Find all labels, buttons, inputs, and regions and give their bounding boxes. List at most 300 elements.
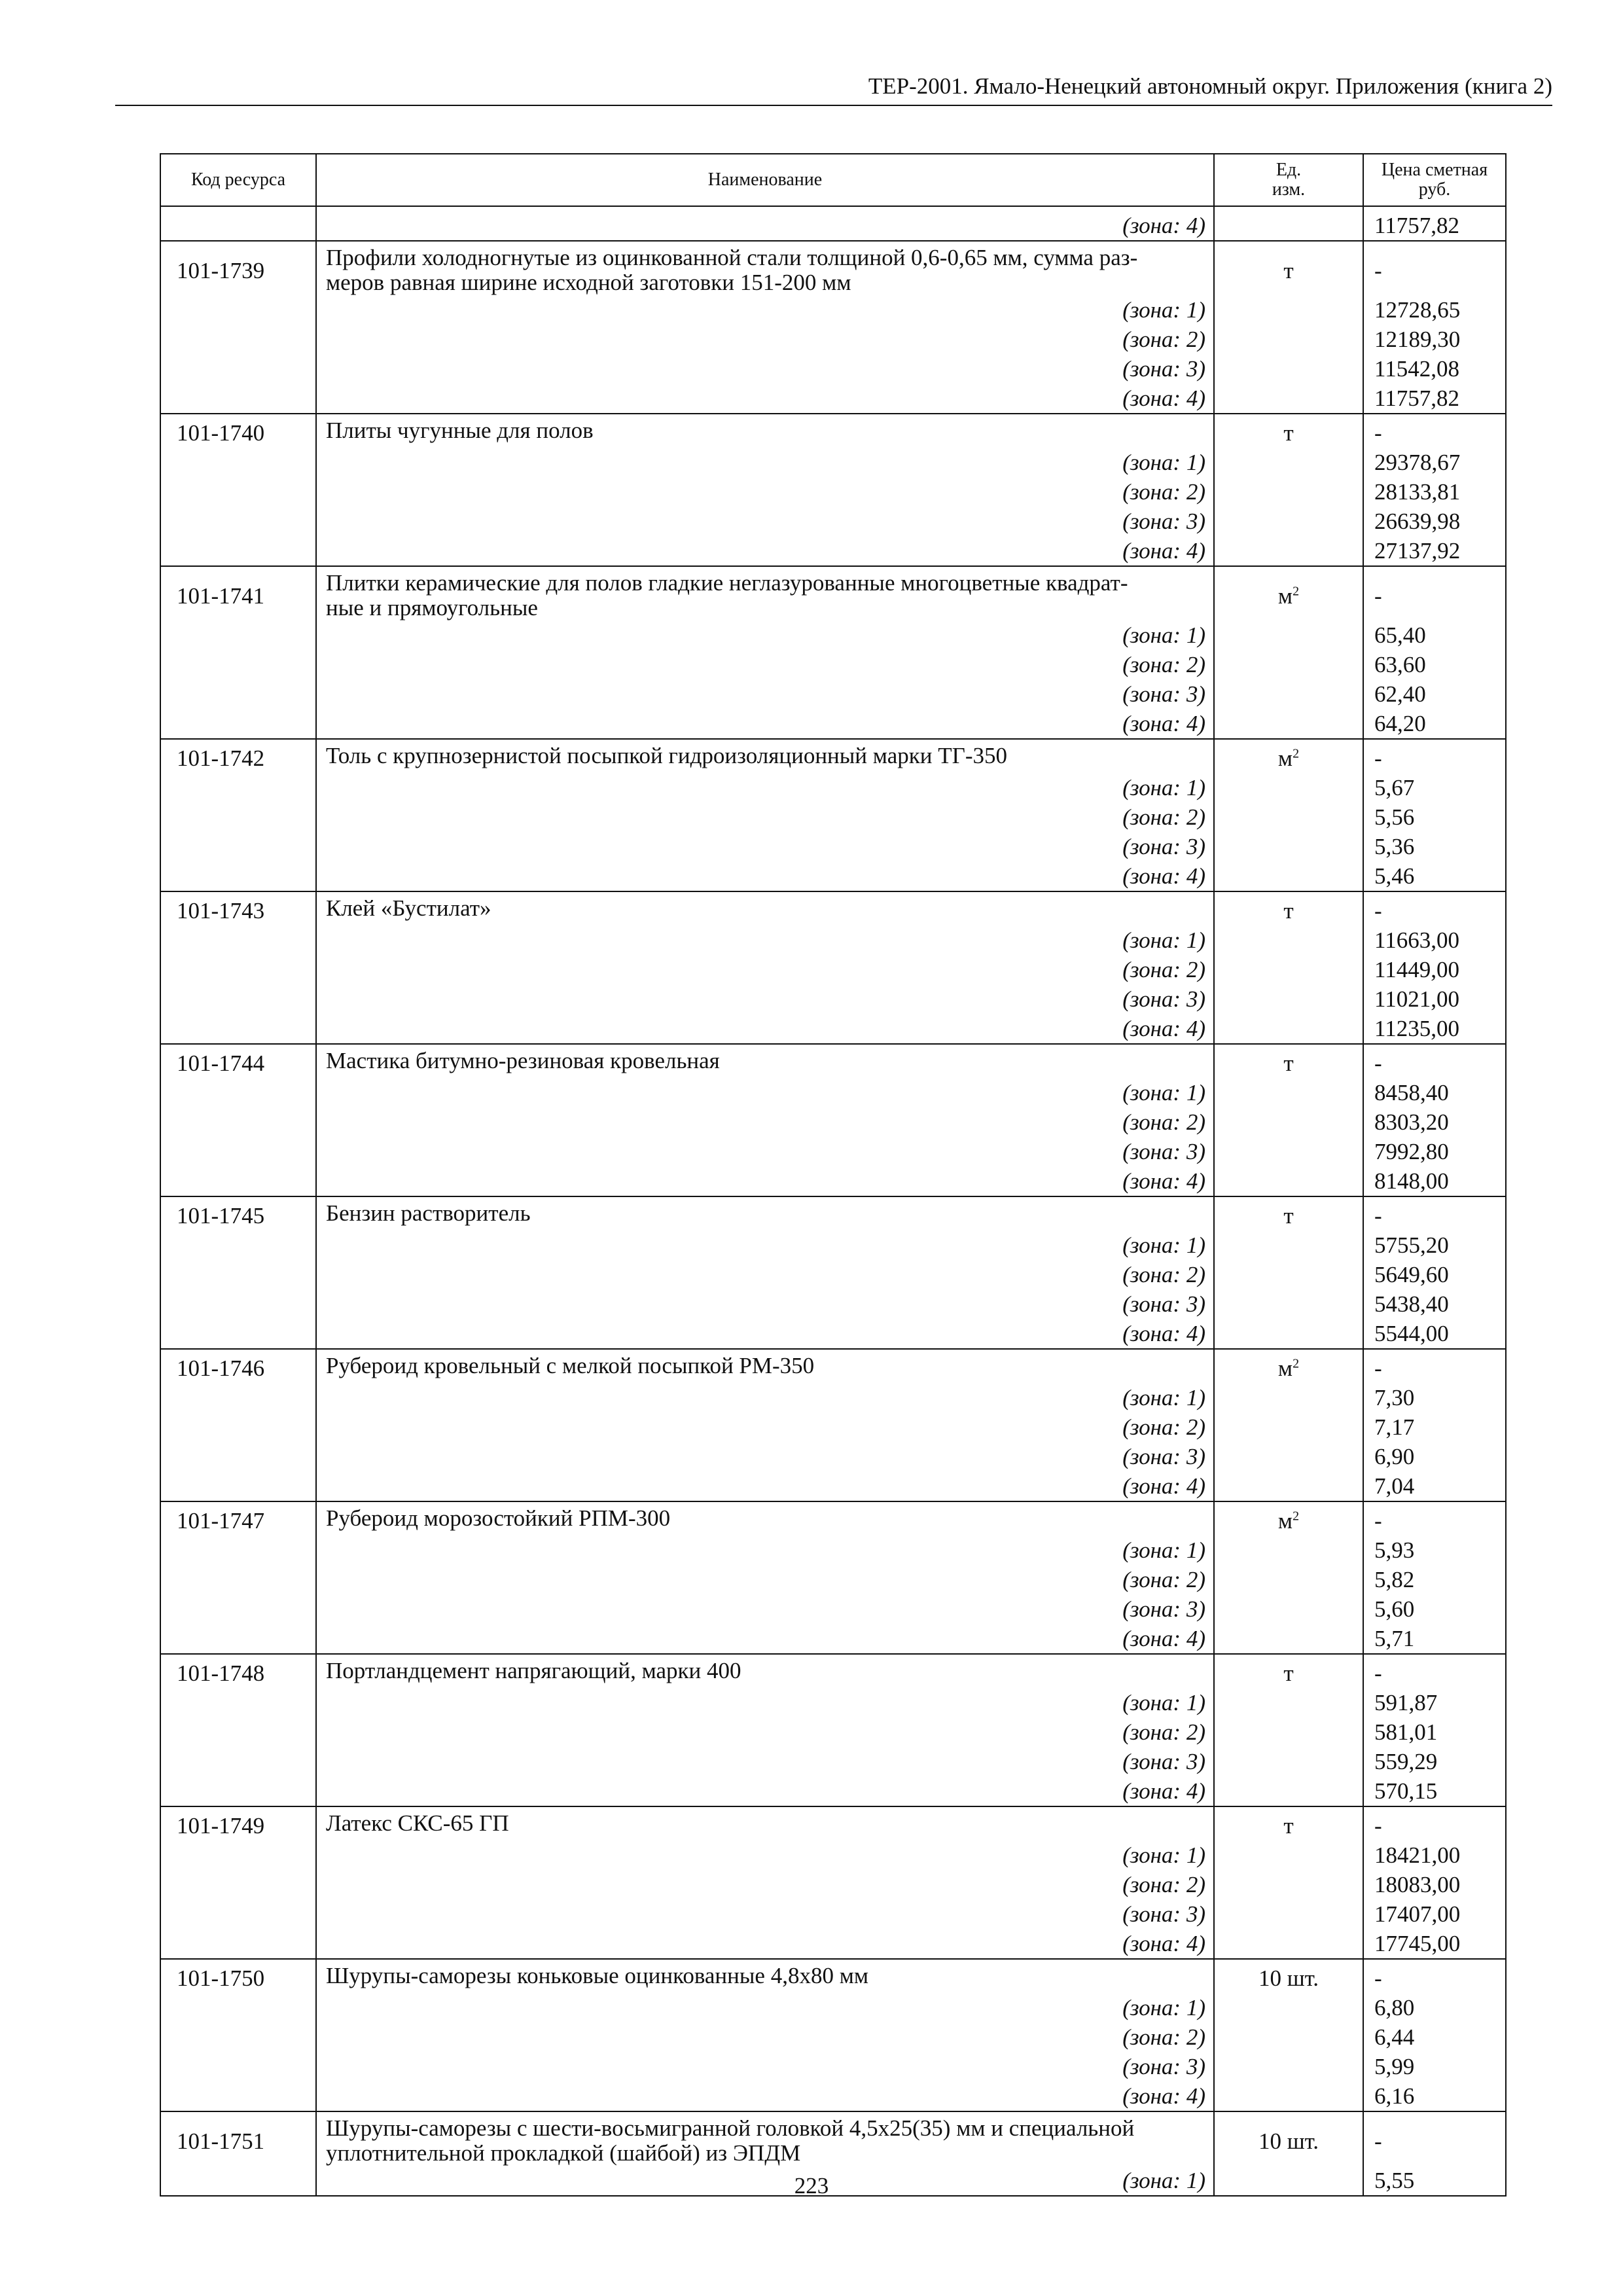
zone-code-cell — [160, 384, 316, 414]
zone-label: (зона: 4) — [316, 1166, 1214, 1196]
column-header-unit-line1: Ед. — [1275, 160, 1302, 180]
resource-code: 101-1742 — [160, 739, 316, 773]
zone-label: (зона: 3) — [316, 1137, 1214, 1166]
zone-price: 570,15 — [1363, 1776, 1506, 1806]
zone-code-cell — [160, 1717, 316, 1747]
zone-row — [160, 1107, 1506, 1137]
zone-code-cell — [160, 832, 316, 861]
unit-exponent: 2 — [1293, 746, 1300, 761]
zone-label: (зона: 4) — [316, 1471, 1214, 1501]
zone-price: 18083,00 — [1363, 1870, 1506, 1899]
resource-code: 101-1749 — [160, 1806, 316, 1840]
zone-label: (зона: 1) — [316, 1383, 1214, 1412]
resource-name-line1: Толь с крупнозернистой посыпкой гидроизоляционный марки ТГ-350 — [326, 743, 1007, 768]
zone-label: (зона: 3) — [316, 1899, 1214, 1929]
resource-name-line2: меров равная ширине исходной заготовки 151-200 мм — [326, 270, 851, 295]
zone-row — [160, 477, 1506, 507]
column-header-price — [1363, 154, 1506, 206]
zone-row — [160, 1929, 1506, 1959]
zone-unit-cell — [1214, 1078, 1363, 1107]
zone-unit-cell — [1214, 1688, 1363, 1717]
resource-row — [160, 739, 1506, 773]
zone-unit-cell — [1214, 507, 1363, 536]
zone-code-cell — [160, 1747, 316, 1776]
resource-row — [160, 891, 1506, 925]
zone-code-cell — [160, 536, 316, 566]
unit-value: т — [1283, 1050, 1294, 1076]
zone-label: (зона: 4) — [316, 536, 1214, 566]
zone-row — [160, 832, 1506, 861]
zone-label: (зона: 1) — [316, 448, 1214, 477]
zone-code-cell — [160, 1383, 316, 1412]
zone-code-cell — [160, 477, 316, 507]
zone-row — [160, 1230, 1506, 1260]
zone-label: (зона: 2) — [316, 325, 1214, 354]
header-row — [160, 154, 1506, 206]
zone-row — [160, 295, 1506, 325]
resource-name-cell — [316, 1806, 1214, 1840]
zone-row — [160, 1747, 1506, 1776]
zone-row — [160, 1471, 1506, 1501]
zone-unit-cell — [1214, 861, 1363, 891]
unit-cell — [1214, 739, 1363, 773]
zone-code-cell — [160, 1870, 316, 1899]
zone-label: (зона: 1) — [316, 773, 1214, 802]
zone-price: 5438,40 — [1363, 1289, 1506, 1319]
resource-name-line1: Бензин растворитель — [326, 1200, 531, 1226]
resource-row — [160, 1349, 1506, 1383]
continuation-unit-cell — [1214, 206, 1363, 241]
zone-row — [160, 1688, 1506, 1717]
zone-row — [160, 620, 1506, 650]
zone-row — [160, 2052, 1506, 2081]
zone-price: 11542,08 — [1363, 354, 1506, 384]
zone-unit-cell — [1214, 1747, 1363, 1776]
unit-cell — [1214, 1959, 1363, 1993]
column-header-code: Код ресурса — [160, 154, 316, 206]
zone-label: (зона: 2) — [316, 802, 1214, 832]
zone-unit-cell — [1214, 1137, 1363, 1166]
zone-price: 7992,80 — [1363, 1137, 1506, 1166]
zone-unit-cell — [1214, 384, 1363, 414]
zone-unit-cell — [1214, 709, 1363, 739]
zone-price: 5,56 — [1363, 802, 1506, 832]
zone-code-cell — [160, 507, 316, 536]
zone-unit-cell — [1214, 295, 1363, 325]
base-price: - — [1363, 739, 1506, 773]
base-price: - — [1363, 414, 1506, 448]
zone-row — [160, 679, 1506, 709]
zone-row — [160, 1717, 1506, 1747]
unit-value: 10 шт. — [1258, 2128, 1319, 2154]
column-header-price-line2: руб. — [1418, 179, 1451, 200]
resource-name-line1: Портландцемент напрягающий, марки 400 — [326, 1658, 741, 1683]
zone-unit-cell — [1214, 1717, 1363, 1747]
zone-unit-cell — [1214, 1870, 1363, 1899]
resource-name-cell — [316, 739, 1214, 773]
zone-label: (зона: 2) — [316, 955, 1214, 984]
resource-code: 101-1746 — [160, 1349, 316, 1383]
unit-value: т — [1283, 898, 1294, 924]
zone-unit-cell — [1214, 325, 1363, 354]
zone-price: 11235,00 — [1363, 1014, 1506, 1044]
zone-label: (зона: 4) — [316, 2081, 1214, 2111]
resource-code: 101-1750 — [160, 1959, 316, 1993]
zone-price: 6,90 — [1363, 1442, 1506, 1471]
resource-code: 101-1743 — [160, 891, 316, 925]
unit-cell — [1214, 1196, 1363, 1230]
zone-code-cell — [160, 925, 316, 955]
zone-label: (зона: 4) — [316, 1014, 1214, 1044]
zone-unit-cell — [1214, 1840, 1363, 1870]
running-header — [115, 71, 1552, 106]
zone-unit-cell — [1214, 773, 1363, 802]
zone-label: (зона: 4) — [316, 1624, 1214, 1654]
zone-label: (зона: 1) — [316, 1993, 1214, 2022]
base-price: - — [1363, 1806, 1506, 1840]
unit-value: т — [1283, 1813, 1294, 1839]
zone-code-cell — [160, 620, 316, 650]
unit-value: 10 шт. — [1258, 1965, 1319, 1991]
resource-name-cell — [316, 1044, 1214, 1078]
continuation-code-cell — [160, 206, 316, 241]
zone-price: 6,44 — [1363, 2022, 1506, 2052]
zone-row — [160, 1993, 1506, 2022]
zone-price: 11757,82 — [1363, 384, 1506, 414]
zone-row — [160, 955, 1506, 984]
unit-cell — [1214, 1806, 1363, 1840]
zone-unit-cell — [1214, 448, 1363, 477]
resource-name-cell — [316, 1196, 1214, 1230]
zone-row — [160, 1260, 1506, 1289]
zone-unit-cell — [1214, 1624, 1363, 1654]
zone-label: (зона: 2) — [316, 1870, 1214, 1899]
zone-price: 65,40 — [1363, 620, 1506, 650]
base-price: - — [1363, 1959, 1506, 1993]
zone-row — [160, 1319, 1506, 1349]
base-price: - — [1363, 1196, 1506, 1230]
unit-value: м — [1277, 583, 1293, 609]
zone-label: (зона: 2) — [316, 477, 1214, 507]
base-price: - — [1363, 566, 1506, 620]
zone-code-cell — [160, 1137, 316, 1166]
resource-code: 101-1751 — [160, 2111, 316, 2166]
page-number: 223 — [794, 2173, 829, 2198]
zone-unit-cell — [1214, 1899, 1363, 1929]
zone-code-cell — [160, 679, 316, 709]
zone-unit-cell — [1214, 1565, 1363, 1594]
resource-name-line1: Плитки керамические для полов гладкие неглазурованные многоцветные квадрат- — [326, 570, 1128, 596]
base-price: - — [1363, 1654, 1506, 1688]
zone-label: (зона: 2) — [316, 2022, 1214, 2052]
resource-row — [160, 566, 1506, 620]
zone-code-cell — [160, 1565, 316, 1594]
zone-row — [160, 861, 1506, 891]
zone-label: (зона: 4) — [316, 1929, 1214, 1959]
zone-unit-cell — [1214, 1412, 1363, 1442]
zone-row — [160, 709, 1506, 739]
zone-price: 5649,60 — [1363, 1260, 1506, 1289]
zone-code-cell — [160, 1594, 316, 1624]
zone-code-cell — [160, 650, 316, 679]
zone-code-cell — [160, 1412, 316, 1442]
zone-unit-cell — [1214, 1383, 1363, 1412]
zone-row — [160, 325, 1506, 354]
zone-code-cell — [160, 1929, 316, 1959]
zone-price: 5,71 — [1363, 1624, 1506, 1654]
zone-label: (зона: 4) — [316, 709, 1214, 739]
resource-code: 101-1741 — [160, 566, 316, 620]
unit-value: м — [1277, 1355, 1293, 1381]
zone-price: 62,40 — [1363, 679, 1506, 709]
zone-code-cell — [160, 1776, 316, 1806]
zone-price: 5,67 — [1363, 773, 1506, 802]
zone-unit-cell — [1214, 1230, 1363, 1260]
base-price: - — [1363, 2111, 1506, 2166]
zone-price: 27137,92 — [1363, 536, 1506, 566]
resource-code: 101-1739 — [160, 241, 316, 295]
zone-row — [160, 1565, 1506, 1594]
zone-unit-cell — [1214, 1993, 1363, 2022]
zone-label: (зона: 3) — [316, 984, 1214, 1014]
zone-price: 18421,00 — [1363, 1840, 1506, 1870]
unit-exponent: 2 — [1293, 1356, 1300, 1371]
zone-unit-cell — [1214, 1014, 1363, 1044]
zone-row — [160, 1383, 1506, 1412]
zone-price: 5,99 — [1363, 2052, 1506, 2081]
column-header-price-line1: Цена сметная — [1381, 160, 1488, 180]
zone-row — [160, 1078, 1506, 1107]
resource-name-cell — [316, 891, 1214, 925]
zone-label: (зона: 4) — [316, 1776, 1214, 1806]
resource-code: 101-1748 — [160, 1654, 316, 1688]
unit-value: т — [1283, 257, 1294, 283]
zone-price: 5,82 — [1363, 1565, 1506, 1594]
zone-unit-cell — [1214, 1776, 1363, 1806]
zone-price: 26639,98 — [1363, 507, 1506, 536]
column-header-unit — [1214, 154, 1363, 206]
zone-code-cell — [160, 2081, 316, 2111]
zone-row — [160, 1412, 1506, 1442]
zone-label: (зона: 2) — [316, 1717, 1214, 1747]
resource-name-cell — [316, 1349, 1214, 1383]
zone-label: (зона: 2) — [316, 1565, 1214, 1594]
zone-unit-cell — [1214, 2081, 1363, 2111]
zone-row — [160, 1014, 1506, 1044]
zone-price: 29378,67 — [1363, 448, 1506, 477]
zone-unit-cell — [1214, 650, 1363, 679]
resource-code: 101-1744 — [160, 1044, 316, 1078]
unit-cell — [1214, 241, 1363, 295]
unit-cell — [1214, 1654, 1363, 1688]
zone-price: 17407,00 — [1363, 1899, 1506, 1929]
zone-code-cell — [160, 1471, 316, 1501]
resource-row — [160, 1806, 1506, 1840]
zone-price: 8458,40 — [1363, 1078, 1506, 1107]
running-title: ТЕР-2001. Ямало-Ненецкий автономный округ. Приложения (книга 2) — [868, 73, 1552, 99]
zone-unit-cell — [1214, 2022, 1363, 2052]
zone-price: 6,16 — [1363, 2081, 1506, 2111]
resource-name-cell — [316, 1654, 1214, 1688]
zone-price: 5,93 — [1363, 1535, 1506, 1565]
zone-row — [160, 650, 1506, 679]
zone-unit-cell — [1214, 620, 1363, 650]
zone-price: 63,60 — [1363, 650, 1506, 679]
zone-label: (зона: 3) — [316, 1747, 1214, 1776]
zone-unit-cell — [1214, 1929, 1363, 1959]
unit-value: т — [1283, 1203, 1294, 1229]
zone-row — [160, 925, 1506, 955]
zone-price: 5,60 — [1363, 1594, 1506, 1624]
zone-price: 7,17 — [1363, 1412, 1506, 1442]
resource-name-cell — [316, 566, 1214, 620]
zone-unit-cell — [1214, 1289, 1363, 1319]
resource-code: 101-1740 — [160, 414, 316, 448]
zone-code-cell — [160, 1624, 316, 1654]
base-price: - — [1363, 1044, 1506, 1078]
unit-value: т — [1283, 420, 1294, 446]
zone-code-cell — [160, 1014, 316, 1044]
zone-code-cell — [160, 1899, 316, 1929]
unit-cell — [1214, 891, 1363, 925]
zone-row — [160, 536, 1506, 566]
zone-unit-cell — [1214, 955, 1363, 984]
resource-name-line1: Шурупы-саморезы с шести-восьмигранной головкой 4,5х25(35) мм и специальной — [326, 2115, 1135, 2141]
zone-row — [160, 1289, 1506, 1319]
resource-row — [160, 1501, 1506, 1535]
unit-value: м — [1277, 745, 1293, 771]
zone-code-cell — [160, 955, 316, 984]
unit-cell — [1214, 566, 1363, 620]
zone-label: (зона: 2) — [316, 1107, 1214, 1137]
unit-cell — [1214, 1044, 1363, 1078]
zone-row — [160, 354, 1506, 384]
resource-name-line1: Шурупы-саморезы коньковые оцинкованные 4,8х80 мм — [326, 1963, 868, 1988]
zone-row — [160, 1166, 1506, 1196]
continuation-row — [160, 206, 1506, 241]
zone-unit-cell — [1214, 802, 1363, 832]
unit-cell — [1214, 414, 1363, 448]
zone-code-cell — [160, 861, 316, 891]
zone-unit-cell — [1214, 984, 1363, 1014]
zone-row — [160, 802, 1506, 832]
zone-code-cell — [160, 1840, 316, 1870]
base-price: - — [1363, 1501, 1506, 1535]
column-header-name: Наименование — [316, 154, 1214, 206]
continuation-zone-label: (зона: 4) — [316, 206, 1214, 241]
table-header — [160, 154, 1506, 206]
zone-unit-cell — [1214, 1166, 1363, 1196]
unit-value: т — [1283, 1660, 1294, 1686]
zone-label: (зона: 1) — [316, 1688, 1214, 1717]
unit-cell — [1214, 1501, 1363, 1535]
zone-price: 8303,20 — [1363, 1107, 1506, 1137]
unit-value: м — [1277, 1508, 1293, 1534]
zone-code-cell — [160, 1289, 316, 1319]
zone-code-cell — [160, 1442, 316, 1471]
unit-exponent: 2 — [1293, 583, 1300, 598]
zone-price: 17745,00 — [1363, 1929, 1506, 1959]
resource-name-line1: Мастика битумно-резиновая кровельная — [326, 1048, 720, 1073]
zone-price: 5544,00 — [1363, 1319, 1506, 1349]
zone-row — [160, 1137, 1506, 1166]
resource-name-line1: Рубероид кровельный с мелкой посыпкой РМ-350 — [326, 1353, 815, 1378]
zone-code-cell — [160, 1107, 316, 1137]
zone-label: (зона: 1) — [316, 295, 1214, 325]
zone-code-cell — [160, 1078, 316, 1107]
zone-label: (зона: 1) — [316, 1078, 1214, 1107]
zone-row — [160, 1870, 1506, 1899]
resource-row — [160, 241, 1506, 295]
zone-price: 5,46 — [1363, 861, 1506, 891]
zone-price: 5,36 — [1363, 832, 1506, 861]
zone-row — [160, 2022, 1506, 2052]
resource-row — [160, 1959, 1506, 1993]
zone-unit-cell — [1214, 1535, 1363, 1565]
resource-name-line2: уплотнительной прокладкой (шайбой) из ЭПДМ — [326, 2140, 801, 2166]
zone-label: (зона: 3) — [316, 679, 1214, 709]
zone-label: (зона: 1) — [316, 620, 1214, 650]
resource-name-line1: Рубероид морозостойкий РПМ-300 — [326, 1505, 671, 1531]
zone-label: (зона: 3) — [316, 832, 1214, 861]
zone-label: (зона: 3) — [316, 354, 1214, 384]
zone-row — [160, 1776, 1506, 1806]
zone-label: (зона: 4) — [316, 1319, 1214, 1349]
zone-code-cell — [160, 2022, 316, 2052]
zone-price: 64,20 — [1363, 709, 1506, 739]
column-header-unit-line2: изм. — [1272, 179, 1306, 200]
zone-code-cell — [160, 773, 316, 802]
zone-unit-cell — [1214, 1471, 1363, 1501]
resource-name-cell — [316, 414, 1214, 448]
resource-code: 101-1745 — [160, 1196, 316, 1230]
zone-row — [160, 2081, 1506, 2111]
zone-code-cell — [160, 1260, 316, 1289]
zone-label: (зона: 2) — [316, 1412, 1214, 1442]
zone-label: (зона: 4) — [316, 861, 1214, 891]
zone-price: 559,29 — [1363, 1747, 1506, 1776]
unit-cell — [1214, 2111, 1363, 2166]
zone-unit-cell — [1214, 536, 1363, 566]
base-price: - — [1363, 891, 1506, 925]
zone-label: (зона: 2) — [316, 650, 1214, 679]
resource-name-line1: Латекс СКС-65 ГП — [326, 1810, 509, 1836]
zone-code-cell — [160, 802, 316, 832]
zone-row — [160, 384, 1506, 414]
zone-label: (зона: 1) — [316, 1230, 1214, 1260]
base-price: - — [1363, 241, 1506, 295]
zone-unit-cell — [1214, 1442, 1363, 1471]
resource-name-line2: ные и прямоугольные — [326, 595, 538, 620]
zone-unit-cell — [1214, 679, 1363, 709]
table-body — [160, 206, 1506, 2196]
zone-row — [160, 1442, 1506, 1471]
zone-label: (зона: 3) — [316, 1289, 1214, 1319]
resource-row — [160, 1196, 1506, 1230]
resource-name-line1: Плиты чугунные для полов — [326, 418, 594, 443]
zone-row — [160, 1535, 1506, 1565]
zone-unit-cell — [1214, 1594, 1363, 1624]
resource-name-cell — [316, 1501, 1214, 1535]
unit-cell — [1214, 1349, 1363, 1383]
zone-label: (зона: 1) — [316, 2166, 1214, 2196]
resource-row — [160, 414, 1506, 448]
zone-code-cell — [160, 295, 316, 325]
zone-code-cell — [160, 984, 316, 1014]
resource-name-line1: Клей «Бустилат» — [326, 895, 491, 921]
zone-unit-cell — [1214, 925, 1363, 955]
zone-code-cell — [160, 1319, 316, 1349]
